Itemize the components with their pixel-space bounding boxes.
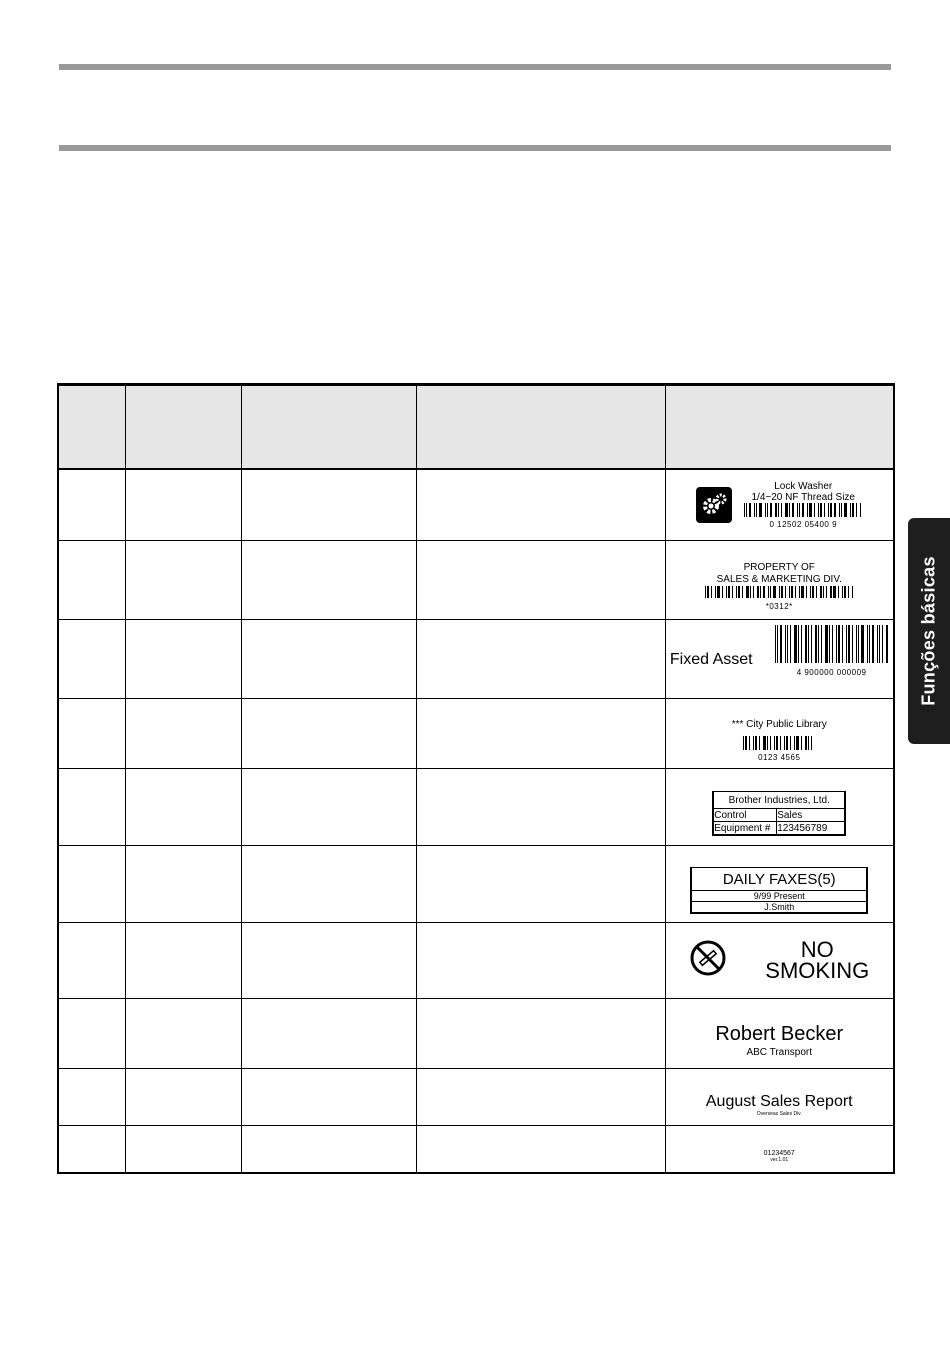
barcode-bar: [877, 625, 878, 663]
barcode-bar: [860, 503, 861, 517]
label-line: 9/99 Present: [691, 891, 867, 902]
barcode-bar: [825, 625, 828, 663]
label-sample-2: [665, 540, 894, 619]
label-sample-6: [665, 845, 894, 922]
barcode-bar: [781, 586, 783, 598]
table-cell: [58, 1068, 125, 1125]
barcode-bar: [742, 586, 743, 598]
barcode-bar: [787, 625, 788, 663]
table-cell: [241, 540, 416, 619]
section-tab-label: Funções básicas: [918, 556, 939, 706]
barcode-digits: 0 12502 05400 9: [769, 519, 838, 529]
label-cell: Equipment #: [713, 822, 777, 836]
barcode-bar: [867, 625, 868, 663]
table-cell: [125, 469, 241, 540]
barcode-bar: [785, 586, 786, 598]
label-sample-4: [665, 698, 894, 768]
barcode-bar: [836, 625, 837, 663]
barcode-bar: [806, 586, 807, 598]
barcode-bar: [707, 586, 709, 598]
label-title: DAILY FAXES(5): [691, 868, 867, 891]
table-row: [58, 998, 894, 1068]
label-cell: Control: [713, 809, 777, 822]
table-cell: [125, 1125, 241, 1173]
label-sample-3: [665, 619, 894, 698]
barcode-bar: [833, 586, 836, 598]
barcode-bar: [841, 503, 842, 517]
label-examples-table: [57, 383, 895, 1174]
label-sample-9: [665, 1068, 894, 1125]
label-line: August Sales Report: [705, 1092, 853, 1110]
table-cell: [416, 540, 665, 619]
barcode-bar: [786, 736, 788, 750]
table-cell: [241, 922, 416, 998]
barcode-bar: [753, 736, 754, 750]
barcode-bar: [842, 586, 843, 598]
barcode-bar: [792, 503, 794, 517]
table-cell: [58, 768, 125, 845]
table-cell: [125, 540, 241, 619]
barcode-bar: [858, 625, 859, 663]
label-line: 01234567: [763, 1150, 795, 1158]
barcode-bar: [805, 625, 807, 663]
barcode-bar: [715, 586, 716, 598]
barcode-bar: [774, 736, 775, 750]
barcode-bar: [852, 586, 853, 598]
barcode-bar: [785, 625, 786, 663]
barcode-bar: [773, 586, 776, 598]
table-row: [58, 845, 894, 922]
barcode-bar: [829, 625, 830, 663]
label-line: Overseas Sales Div.: [756, 1110, 802, 1117]
barcode-bar: [794, 625, 797, 663]
barcode-bar: [778, 503, 779, 517]
barcode-bar: [826, 586, 827, 598]
table-row: [58, 768, 894, 845]
barcode: [743, 736, 815, 750]
barcode-bar: [811, 625, 812, 663]
barcode-bar: [770, 736, 771, 750]
table-cell: [241, 1125, 416, 1173]
barcode-bar: [746, 503, 747, 517]
label-line: NO: [800, 937, 834, 962]
barcode-bar: [745, 736, 747, 750]
table-cell: [416, 619, 665, 698]
barcode-bar: [794, 736, 795, 750]
barcode-bar: [809, 503, 812, 517]
barcode-bar: [789, 503, 790, 517]
table-cell: [416, 1125, 665, 1173]
barcode-bar: [799, 586, 800, 598]
table-cell: [58, 619, 125, 698]
top-rule: [59, 64, 891, 70]
table-header-cell: [58, 385, 125, 470]
barcode-bar: [743, 736, 744, 750]
table-cell: [125, 619, 241, 698]
barcode-bar: [838, 586, 839, 598]
barcode-bar: [879, 625, 880, 663]
barcode-bar: [842, 625, 843, 663]
table-cell: [416, 998, 665, 1068]
barcode-bar: [839, 503, 840, 517]
barcode-bar: [779, 586, 780, 598]
barcode-bar: [798, 625, 799, 663]
barcode-bar: [808, 625, 809, 663]
header-rule: [59, 145, 891, 151]
barcode-bar: [785, 503, 788, 517]
table-header-cell: [665, 385, 894, 470]
table-cell: [416, 845, 665, 922]
table-cell: [125, 1068, 241, 1125]
barcode-digits: *0312*: [765, 602, 793, 611]
table-cell: [241, 698, 416, 768]
barcode-bar: [811, 736, 812, 750]
label-sample-7: [665, 922, 894, 998]
barcode-bar: [830, 503, 832, 517]
barcode-bar: [848, 586, 849, 598]
barcode-bar: [767, 503, 768, 517]
label-line: ABC Transport: [746, 1047, 813, 1058]
barcode-bar: [722, 586, 723, 598]
label-line: J.Smith: [691, 902, 867, 914]
table-cell: [58, 540, 125, 619]
label-line: *** City Public Library: [731, 718, 827, 730]
barcode-bar: [812, 586, 814, 598]
barcode-bar: [777, 625, 778, 663]
label-line: 1/4−20 NF Thread Size: [751, 491, 855, 503]
table-row: [58, 698, 894, 768]
gear-icon: [696, 487, 732, 523]
barcode-bar: [834, 503, 836, 517]
table-header-cell: [125, 385, 241, 470]
table-cell: [125, 698, 241, 768]
table-cell: [125, 768, 241, 845]
barcode-bar: [818, 625, 819, 663]
table-cell: [416, 698, 665, 768]
barcode-bar: [872, 625, 874, 663]
label-line: Fixed Asset: [669, 650, 753, 668]
label-line: Lock Washer: [774, 480, 833, 492]
barcode-bar: [805, 736, 807, 750]
barcode-bar: [821, 625, 822, 663]
barcode-digits: 0123 4565: [758, 752, 801, 762]
barcode-bar: [856, 625, 857, 663]
barcode-bar: [869, 625, 870, 663]
barcode-bar: [790, 625, 791, 663]
barcode-bar: [736, 586, 737, 598]
barcode: [744, 503, 862, 517]
section-tab[interactable]: [908, 518, 950, 744]
barcode-bar: [815, 625, 817, 663]
table-cell: [416, 922, 665, 998]
barcode-bar: [861, 625, 864, 663]
barcode-bar: [799, 503, 800, 517]
barcode-bar: [781, 503, 782, 517]
barcode-bar: [726, 586, 727, 598]
barcode-bar: [759, 503, 762, 517]
label-line: ver.1.01: [770, 1157, 789, 1164]
barcode-bar: [886, 625, 888, 663]
label-sample-8: [665, 998, 894, 1068]
table-header-cell: [241, 385, 416, 470]
barcode: [775, 625, 889, 663]
barcode-bar: [823, 586, 824, 598]
barcode-bar: [749, 503, 751, 517]
barcode-bar: [816, 586, 817, 598]
label-line: SALES & MARKETING DIV.: [716, 574, 842, 585]
table-cell: [125, 922, 241, 998]
barcode-bar: [791, 586, 793, 598]
label-cell: Sales: [777, 809, 846, 822]
barcode-bar: [818, 503, 819, 517]
barcode-bar: [757, 586, 759, 598]
barcode-bar: [756, 503, 757, 517]
table-row: [58, 1068, 894, 1125]
barcode-bar: [767, 736, 768, 750]
barcode-bar: [801, 736, 802, 750]
table-cell: [58, 469, 125, 540]
barcode-bar: [852, 625, 853, 663]
table-row: [58, 1125, 894, 1173]
table-cell: [241, 469, 416, 540]
table-cell: [58, 998, 125, 1068]
barcode-bar: [770, 586, 771, 598]
no-smoking-icon: [689, 939, 727, 982]
barcode-bar: [717, 586, 720, 598]
barcode-bar: [814, 503, 815, 517]
barcode-bar: [856, 503, 857, 517]
label-cell: 123456789: [777, 822, 846, 836]
barcode-digits: 4 900000 000009: [796, 667, 867, 677]
barcode-bar: [790, 736, 791, 750]
barcode-bar: [828, 503, 829, 517]
table-cell: [58, 845, 125, 922]
table-cell: [58, 1125, 125, 1173]
barcode-bar: [776, 736, 778, 750]
barcode-bar: [728, 586, 730, 598]
barcode-bar: [768, 586, 769, 598]
barcode-bar: [775, 625, 776, 663]
barcode-bar: [797, 503, 798, 517]
table-row: [58, 469, 894, 540]
barcode-bar: [760, 586, 761, 598]
barcode-bar: [882, 625, 883, 663]
table-cell: [416, 768, 665, 845]
barcode-bar: [844, 503, 847, 517]
barcode: [705, 586, 854, 598]
barcode-bar: [759, 736, 760, 750]
label-line: PROPERTY OF: [743, 562, 815, 573]
barcode-bar: [749, 736, 750, 750]
table-row: [58, 922, 894, 998]
table-cell: [58, 698, 125, 768]
barcode-bar: [832, 625, 833, 663]
barcode-bar: [820, 503, 822, 517]
barcode-bar: [780, 625, 782, 663]
table-row: [58, 619, 894, 698]
barcode-bar: [711, 586, 712, 598]
barcode-bar: [753, 586, 754, 598]
barcode-bar: [775, 503, 777, 517]
table-cell: [58, 922, 125, 998]
table-cell: [241, 768, 416, 845]
barcode-bar: [763, 736, 766, 750]
barcode-bar: [848, 625, 850, 663]
barcode-bar: [784, 736, 785, 750]
barcode-bar: [744, 503, 745, 517]
barcode-bar: [824, 503, 825, 517]
barcode-bar: [705, 586, 706, 598]
barcode-bar: [780, 736, 781, 750]
label-line: SMOKING: [765, 958, 870, 983]
table-cell: [416, 1068, 665, 1125]
barcode-bar: [732, 586, 733, 598]
barcode-bar: [830, 586, 832, 598]
barcode-bar: [795, 586, 796, 598]
barcode-bar: [852, 503, 854, 517]
barcode-bar: [801, 625, 802, 663]
table-cell: [125, 845, 241, 922]
table-cell: [125, 998, 241, 1068]
table-header-row: [58, 385, 894, 470]
label-sample-1: [665, 469, 894, 540]
table-cell: [241, 619, 416, 698]
table-row: [58, 540, 894, 619]
barcode-bar: [802, 503, 804, 517]
label-line: Robert Becker: [715, 1023, 844, 1045]
label-box: [690, 867, 868, 914]
barcode-bar: [808, 736, 809, 750]
table-cell: [241, 998, 416, 1068]
barcode-bar: [807, 503, 808, 517]
barcode-bar: [750, 586, 751, 598]
barcode-bar: [763, 586, 765, 598]
label-box: [712, 791, 846, 836]
label-title: Brother Industries, Ltd.: [713, 792, 845, 809]
barcode-bar: [846, 625, 847, 663]
barcode-bar: [850, 503, 851, 517]
barcode-bar: [789, 586, 790, 598]
table-cell: [416, 469, 665, 540]
barcode-bar: [770, 503, 772, 517]
label-sample-10: [665, 1125, 894, 1173]
table-cell: [241, 1068, 416, 1125]
barcode-bar: [820, 586, 822, 598]
label-sample-5: [665, 768, 894, 845]
barcode-bar: [844, 586, 846, 598]
barcode-bar: [755, 736, 757, 750]
barcode-bar: [801, 586, 804, 598]
barcode-bar: [754, 503, 755, 517]
barcode-bar: [838, 625, 840, 663]
barcode-bar: [796, 736, 799, 750]
barcode-bar: [738, 586, 740, 598]
barcode-bar: [765, 503, 766, 517]
barcode-bar: [746, 586, 749, 598]
barcode-bar: [810, 586, 811, 598]
table-header-cell: [416, 385, 665, 470]
table-cell: [241, 845, 416, 922]
